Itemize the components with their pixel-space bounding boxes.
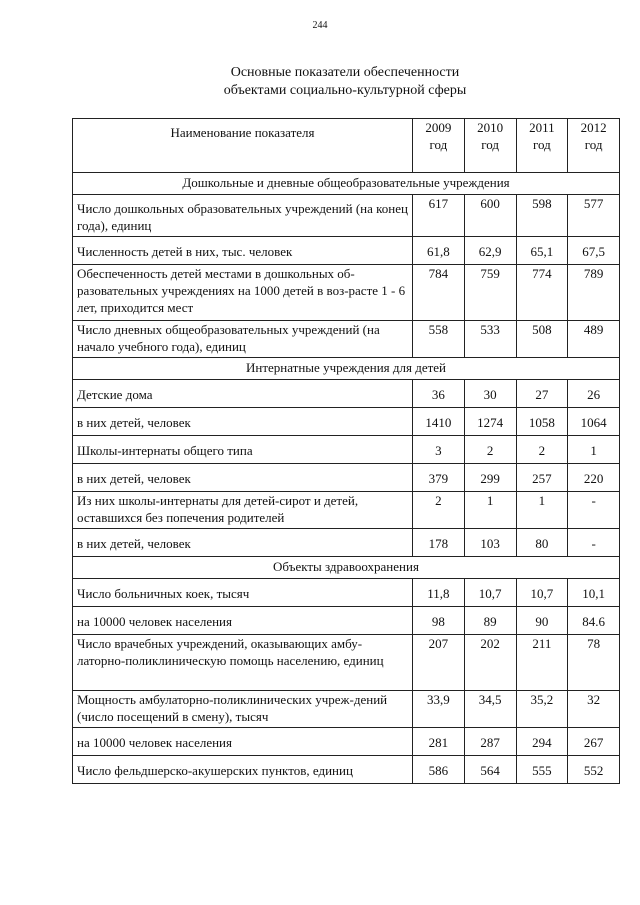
row-name: Детские дома — [73, 380, 413, 408]
section-title: Дошкольные и дневные общеобразовательные учреждения — [73, 173, 620, 195]
row-value: 1064 — [568, 408, 620, 436]
row-name: Школы-интернаты общего типа — [73, 436, 413, 464]
section-title: Интернатные учреждения для детей — [73, 358, 620, 380]
row-value: 789 — [568, 265, 620, 321]
row-value: 558 — [413, 321, 465, 358]
row-value: 267 — [568, 728, 620, 756]
row-value: 26 — [568, 380, 620, 408]
table-header-row — [73, 119, 620, 173]
row-value: 299 — [464, 464, 516, 492]
row-value: 10,7 — [516, 579, 568, 607]
table-row — [73, 265, 620, 321]
table-row — [73, 464, 620, 492]
table-row — [73, 408, 620, 436]
row-value: 78 — [568, 635, 620, 691]
row-value: 67,5 — [568, 237, 620, 265]
row-value: 784 — [413, 265, 465, 321]
table-row — [73, 728, 620, 756]
title-line-2: объектами социально-культурной сферы — [223, 83, 467, 98]
row-value: 220 — [568, 464, 620, 492]
row-value: 211 — [516, 635, 568, 691]
section-row — [73, 557, 620, 579]
row-value: 1274 — [464, 408, 516, 436]
row-value: 489 — [568, 321, 620, 358]
row-name: Из них школы-интернаты для детей-сирот и детей, оставшихся без попечения родителей — [73, 492, 413, 529]
row-value: 178 — [413, 529, 465, 557]
row-value: 564 — [464, 756, 516, 784]
row-value: 33,9 — [413, 691, 465, 728]
section-row — [73, 358, 620, 380]
row-value: 32 — [568, 691, 620, 728]
row-name: Мощность амбулаторно-поликлинических учреж-дений (число посещений в смену), тысяч — [73, 691, 413, 728]
column-header-2010: 2010 год — [464, 119, 516, 173]
row-name: в них детей, человек — [73, 408, 413, 436]
row-name: в них детей, человек — [73, 464, 413, 492]
row-value: 98 — [413, 607, 465, 635]
page-number: 244 — [312, 20, 328, 31]
table-row — [73, 691, 620, 728]
table-row — [73, 529, 620, 557]
row-value: 287 — [464, 728, 516, 756]
row-value: 281 — [413, 728, 465, 756]
row-value: 1 — [568, 436, 620, 464]
row-value: 80 — [516, 529, 568, 557]
row-value: 2 — [464, 436, 516, 464]
row-value: 207 — [413, 635, 465, 691]
row-name: Число больничных коек, тысяч — [73, 579, 413, 607]
row-name: на 10000 человек населения — [73, 607, 413, 635]
table-row — [73, 756, 620, 784]
row-value: 10,7 — [464, 579, 516, 607]
section-title: Объекты здравоохранения — [73, 557, 620, 579]
row-value: 555 — [516, 756, 568, 784]
row-value: 774 — [516, 265, 568, 321]
row-value: 598 — [516, 195, 568, 237]
table-row — [73, 380, 620, 408]
row-value: 294 — [516, 728, 568, 756]
table-row — [73, 607, 620, 635]
title-line-1: Основные показатели обеспеченности — [230, 65, 460, 80]
row-name: Число фельдшерско-акушерских пунктов, единиц — [73, 756, 413, 784]
row-value: 600 — [464, 195, 516, 237]
row-name: на 10000 человек населения — [73, 728, 413, 756]
row-value: 2 — [413, 492, 465, 529]
table-row — [73, 195, 620, 237]
row-value: 617 — [413, 195, 465, 237]
row-value: 759 — [464, 265, 516, 321]
row-value: 586 — [413, 756, 465, 784]
row-value: 34,5 — [464, 691, 516, 728]
row-value: 379 — [413, 464, 465, 492]
row-name: Число дневных общеобразовательных учреждений (на начало учебного года), единиц — [73, 321, 413, 358]
row-value: 1410 — [413, 408, 465, 436]
row-value: 2 — [516, 436, 568, 464]
table-row — [73, 492, 620, 529]
row-value: - — [568, 492, 620, 529]
row-value: 84.6 — [568, 607, 620, 635]
row-value: 3 — [413, 436, 465, 464]
indicators-table — [72, 118, 620, 784]
column-header-2011: 2011 год — [516, 119, 568, 173]
row-name: Обеспеченность детей местами в дошкольных об-разовательных учреждениях на 1000 детей в воз-расте 1 - 6 лет, приходится мест — [73, 265, 413, 321]
row-value: - — [568, 529, 620, 557]
row-name: в них детей, человек — [73, 529, 413, 557]
row-name: Численность детей в них, тыс. человек — [73, 237, 413, 265]
row-value: 1058 — [516, 408, 568, 436]
row-name: Число врачебных учреждений, оказывающих амбу-латорно-поликлиническую помощь населению, единиц — [73, 635, 413, 691]
row-value: 11,8 — [413, 579, 465, 607]
row-value: 533 — [464, 321, 516, 358]
row-value: 27 — [516, 380, 568, 408]
row-value: 30 — [464, 380, 516, 408]
row-value: 552 — [568, 756, 620, 784]
row-value: 89 — [464, 607, 516, 635]
document-title — [0, 64, 640, 100]
table-row — [73, 321, 620, 358]
row-value: 10,1 — [568, 579, 620, 607]
table-row — [73, 237, 620, 265]
column-header-2009: 2009 год — [413, 119, 465, 173]
row-value: 36 — [413, 380, 465, 408]
row-value: 1 — [516, 492, 568, 529]
row-value: 90 — [516, 607, 568, 635]
table-row — [73, 579, 620, 607]
row-value: 35,2 — [516, 691, 568, 728]
section-row — [73, 173, 620, 195]
table-row — [73, 436, 620, 464]
column-header-2012: 2012 год — [568, 119, 620, 173]
row-name: Число дошкольных образовательных учреждений (на конец года), единиц — [73, 195, 413, 237]
row-value: 103 — [464, 529, 516, 557]
row-value: 1 — [464, 492, 516, 529]
row-value: 65,1 — [516, 237, 568, 265]
row-value: 577 — [568, 195, 620, 237]
row-value: 508 — [516, 321, 568, 358]
row-value: 257 — [516, 464, 568, 492]
row-value: 202 — [464, 635, 516, 691]
column-header-name: Наименование показателя — [73, 119, 413, 173]
row-value: 62,9 — [464, 237, 516, 265]
table-row — [73, 635, 620, 691]
row-value: 61,8 — [413, 237, 465, 265]
